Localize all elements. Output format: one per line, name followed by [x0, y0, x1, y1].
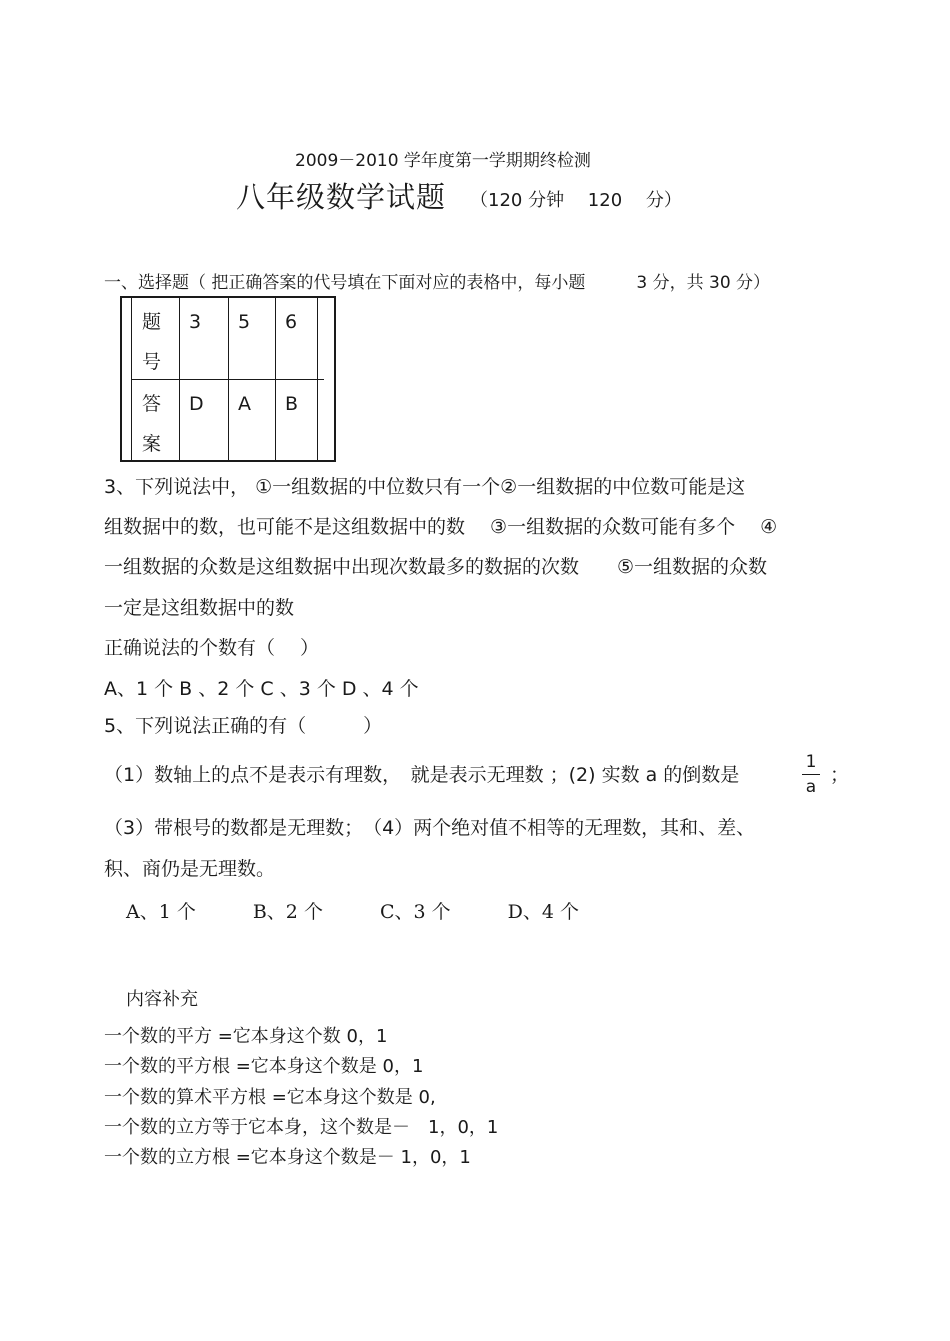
exam-time-note: （120 分钟 120 分）	[470, 190, 682, 211]
exam-subtitle: 2009－2010 学年度第一学期期终检测	[295, 151, 591, 171]
table-header-label: 题	[142, 311, 162, 333]
fraction-denominator: a	[805, 777, 817, 797]
table-question-number: 5	[238, 311, 251, 333]
section1-heading: 一、选择题（ 把正确答案的代号填在下面对应的表格中，每小题 3 分，共 30 分）	[104, 273, 771, 293]
table-question-number: 6	[285, 311, 298, 333]
table-header-label: 案	[142, 433, 162, 455]
q3-options: A、1 个 B 、2 个 C 、3 个 D 、4 个	[104, 678, 419, 700]
supplement-heading: 内容补充	[126, 989, 198, 1010]
table-header-label: 答	[142, 393, 162, 415]
q5-line: 积、商仍是无理数。	[104, 858, 276, 880]
supplement-item: 一个数的立方根 =它本身这个数是－ 1，0，1	[104, 1147, 471, 1168]
table-answer: B	[285, 393, 299, 415]
q5-options: A、1 个 B、2 个 C、3 个 D、4 个	[126, 901, 579, 923]
supplement-item: 一个数的立方等于它本身，这个数是－ 1，0，1	[104, 1117, 499, 1138]
supplement-item: 一个数的平方 =它本身这个数 0，1	[104, 1026, 388, 1047]
fraction-bar	[802, 774, 820, 775]
q5-line: （3）带根号的数都是无理数； （4）两个绝对值不相等的无理数，其和、差、	[104, 817, 756, 839]
fraction-numerator: 1	[805, 752, 817, 772]
table-answer: A	[238, 393, 251, 415]
q3-line: 3、下列说法中， ①一组数据的中位数只有一个②一组数据的中位数可能是这	[104, 476, 746, 498]
fraction-one-over-a	[802, 752, 820, 797]
q3-line: 一定是这组数据中的数	[104, 597, 295, 619]
table-question-number: 3	[189, 311, 202, 333]
q5-line-end: ；	[830, 764, 850, 786]
q3-prompt: 正确说法的个数有（ ）	[104, 637, 320, 659]
exam-title: 八年级数学试题	[236, 180, 447, 214]
q5-line: 5、下列说法正确的有（ ）	[104, 715, 383, 737]
q3-line: 一组数据的众数是这组数据中出现次数最多的数据的次数 ⑤一组数据的众数	[104, 556, 768, 578]
q5-line: （1）数轴上的点不是表示有理数， 就是表示无理数 ；(2) 实数 a 的倒数是	[104, 764, 740, 786]
supplement-item: 一个数的算术平方根 =它本身这个数是 0,	[104, 1087, 436, 1108]
supplement-item: 一个数的平方根 =它本身这个数是 0，1	[104, 1056, 424, 1077]
table-header-label: 号	[142, 351, 162, 373]
answer-table	[120, 296, 336, 462]
table-answer: D	[189, 393, 204, 415]
q3-line: 组数据中的数，也可能不是这组数据中的数 ③一组数据的众数可能有多个 ④	[104, 516, 778, 538]
